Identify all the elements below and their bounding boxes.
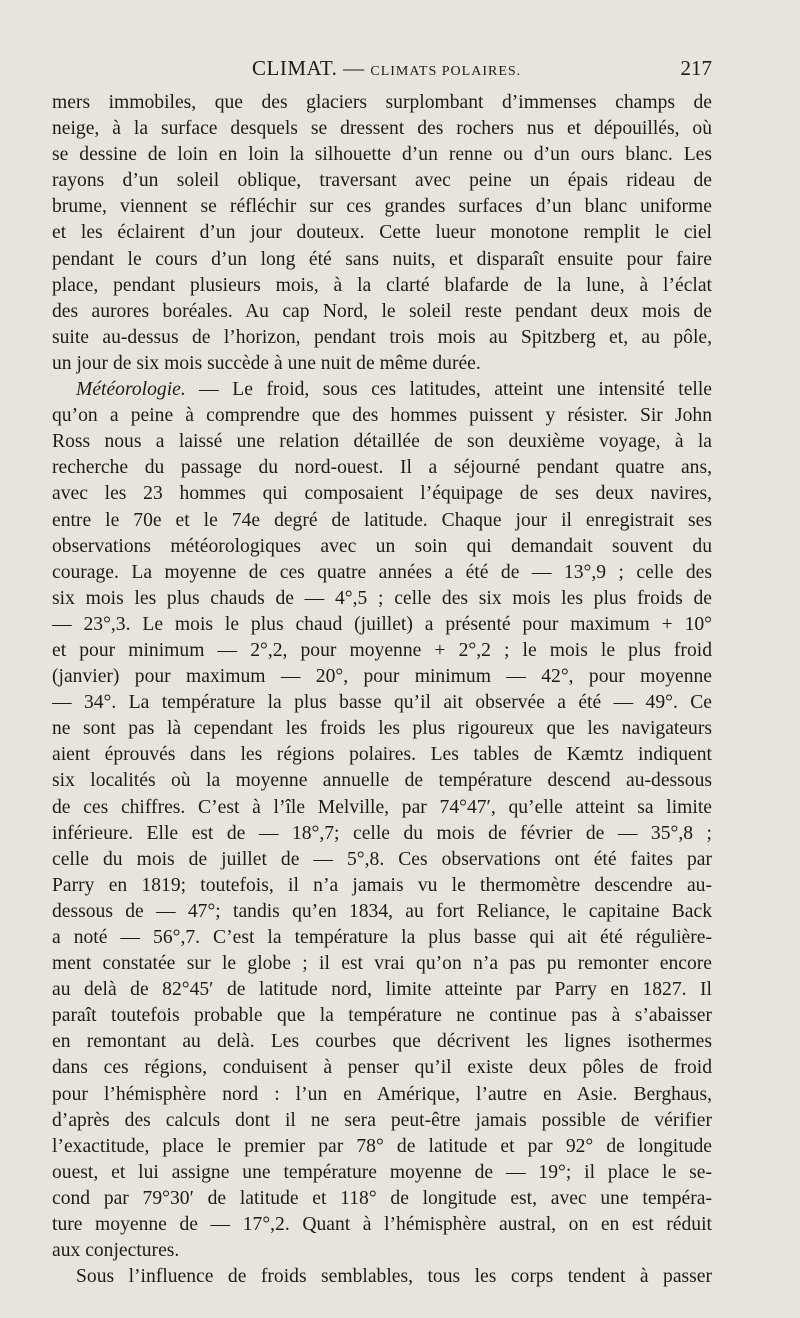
- meteorology-heading: Météorologie.: [76, 379, 186, 401]
- header-title: [252, 56, 521, 81]
- text-line: pendant le cours d’un long été sans nuits, et disparaît ensuite pour faire: [52, 248, 712, 270]
- text-line: ouest, et lui assigne une température moyenne de — 19°; il place le se-: [52, 1161, 712, 1183]
- text-line: place, pendant plusieurs mois, à la clarté blafarde de la lune, à l’éclat: [52, 274, 712, 296]
- text-line: en remontant au delà. Les courbes que décrivent les lignes isothermes: [52, 1031, 712, 1053]
- text-line: six localités où la moyenne annuelle de température descend au-dessous: [52, 770, 712, 792]
- text-line: observations météorologiques avec un soin qui demandait souvent du: [52, 535, 712, 557]
- text-line: (janvier) pour maximum — 20°, pour minimum — 42°, pour moyenne: [52, 666, 712, 688]
- header-title-main: CLIMAT.: [252, 56, 338, 80]
- text-line: ment constatée sur le globe ; il est vrai qu’on n’a pas pu remonter encore: [52, 953, 712, 975]
- text-line: rayons d’un soleil oblique, traversant avec peine un épais rideau de: [52, 170, 712, 192]
- meteorology-paragraph-start: [52, 377, 712, 403]
- text-line: dessous de — 47°; tandis qu’en 1834, au fort Reliance, le capitaine Back: [52, 900, 712, 922]
- text-line: un jour de six mois succède à une nuit de même durée.: [52, 352, 481, 374]
- header-separator: —: [337, 56, 371, 80]
- page-number: 217: [680, 56, 712, 80]
- text-line: avec les 23 hommes qui composaient l’équipage de ses deux navires,: [52, 483, 712, 505]
- text-line: l’exactitude, place le premier par 78° de latitude et par 92° de longitude: [52, 1135, 712, 1157]
- meteorology-text: — Le froid, sous ces latitudes, atteint une intensité telle: [185, 379, 712, 401]
- text-line: mers immobiles, que des glaciers surplombant d’immenses champs de: [52, 92, 712, 113]
- text-line: cond par 79°30′ de latitude et 118° de longitude est, avec une tempéra-: [52, 1187, 712, 1209]
- text-line: entre le 70e et le 74e degré de latitude. Chaque jour il enregistrait ses: [52, 509, 712, 531]
- text-line: dans ces régions, conduisent à penser qu’il existe deux pôles de froid: [52, 1057, 712, 1079]
- text-line: pour l’hémisphère nord : l’un en Amérique, l’autre en Asie. Berghaus,: [52, 1083, 712, 1105]
- text-line: aux conjectures.: [52, 1240, 180, 1262]
- text-line: des aurores boréales. Au cap Nord, le soleil reste pendant deux mois de: [52, 300, 712, 322]
- text-line: recherche du passage du nord-ouest. Il a séjourné pendant quatre ans,: [52, 457, 712, 479]
- text-line: de ces chiffres. C’est à l’île Melville, par 74°47′, qu’elle atteint sa limite: [52, 796, 712, 818]
- text-line: celle du mois de juillet de — 5°,8. Ces observations ont été faites par: [52, 848, 712, 870]
- text-line: six mois les plus chauds de — 4°,5 ; celle des six mois les plus froids de: [52, 587, 712, 609]
- text-line: neige, à la surface desquels se dressent des rochers nus et dépouillés, où: [52, 118, 712, 140]
- text-line: brume, viennent se réfléchir sur ces grandes surfaces d’un blanc uniforme: [52, 196, 712, 218]
- running-header: [52, 56, 712, 84]
- text-line: Ross nous a laissé une relation détaillée de son deuxième voyage, à la: [52, 431, 712, 453]
- text-line: courage. La moyenne de ces quatre années a été de — 13°,9 ; celle des: [52, 561, 712, 583]
- text-line: et pour minimum — 2°,2, pour moyenne + 2°,2 ; le mois le plus froid: [52, 639, 712, 661]
- header-subtitle: CLIMATS POLAIRES.: [370, 64, 522, 79]
- text-line: — 23°,3. Le mois le plus chaud (juillet) a présenté pour maximum + 10°: [52, 613, 712, 635]
- text-line: inférieure. Elle est de — 18°,7; celle du mois de février de — 35°,8 ;: [52, 822, 712, 844]
- text-line: ture moyenne de — 17°,2. Quant à l’hémisphère austral, on en est réduit: [52, 1214, 712, 1236]
- text-line: et les éclairent d’un jour douteux. Cette lueur monotone remplit le ciel: [52, 222, 712, 244]
- text-line: d’après des calculs dont il ne sera peut-être jamais possible de vérifier: [52, 1109, 712, 1131]
- text-line: au delà de 82°45′ de latitude nord, limite atteinte par Parry en 1827. Il: [52, 979, 712, 1001]
- text-line: — 34°. La température la plus basse qu’il ait observée a été — 49°. Ce: [52, 692, 712, 714]
- text-line: aient éprouvés dans les régions polaires. Les tables de Kæmtz indiquent: [52, 744, 712, 766]
- text-line: Sous l’influence de froids semblables, tous les corps tendent à passer: [76, 1266, 712, 1288]
- text-line: se dessine de loin en loin la silhouette d’un renne ou d’un ours blanc. Les: [52, 144, 712, 166]
- text-line: suite au-dessus de l’horizon, pendant trois mois au Spitzberg et, au pôle,: [52, 326, 712, 348]
- body-text: [52, 90, 712, 1290]
- text-line: a noté — 56°,7. C’est la température la plus basse qui ait été régulière-: [52, 927, 712, 948]
- text-line: ne sont pas là cependant les froids les plus rigoureux que les navigateurs: [52, 718, 712, 740]
- text-line: Parry en 1819; toutefois, il n’a jamais vu le thermomètre descendre au-: [52, 874, 712, 896]
- text-line: qu’on a peine à comprendre que des hommes puissent y résister. Sir John: [52, 405, 712, 427]
- text-line: paraît toutefois probable que la température ne continue pas à s’abaisser: [52, 1005, 712, 1027]
